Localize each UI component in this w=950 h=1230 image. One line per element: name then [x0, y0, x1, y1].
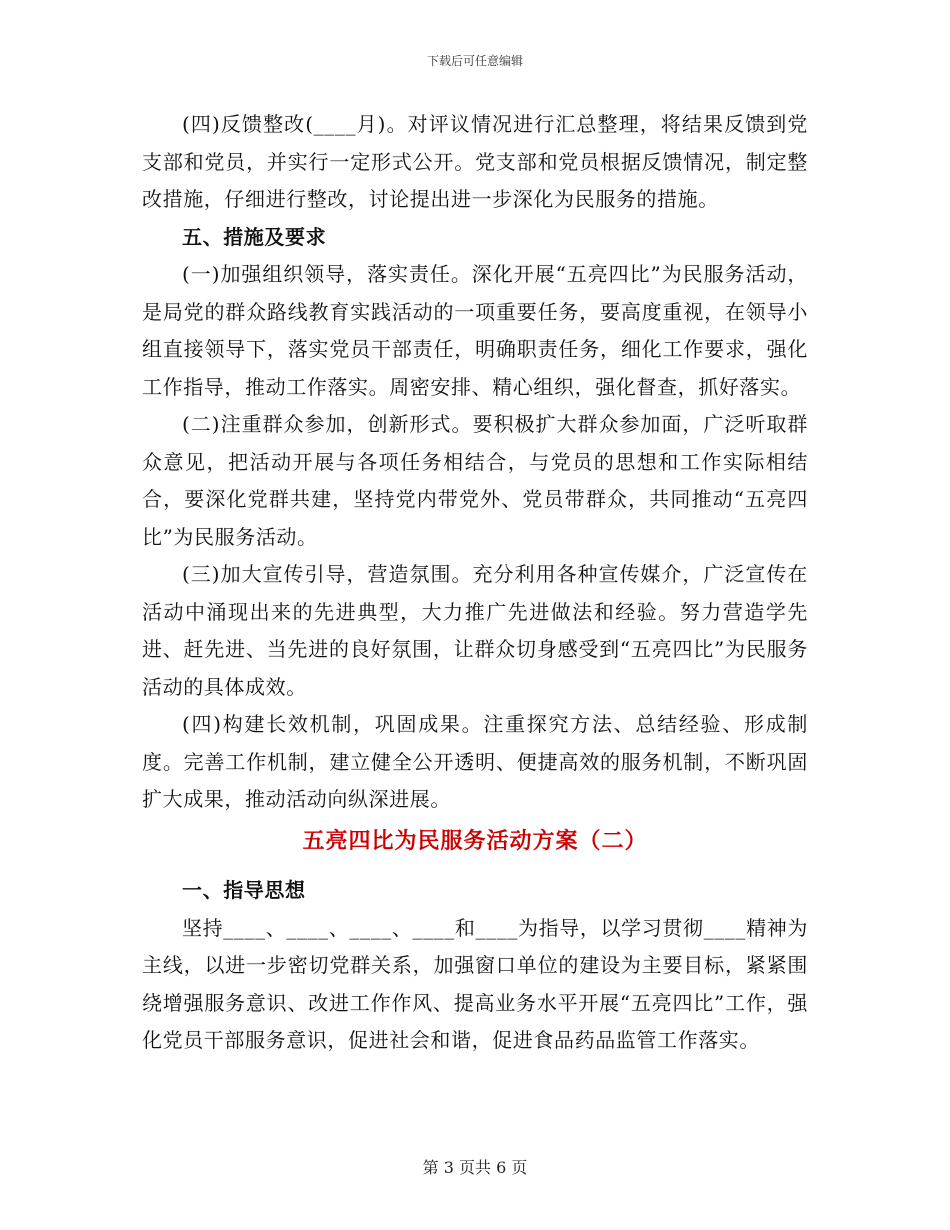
paragraph-public-participation: (二)注重群众参加，创新形式。要积极扩大群众参加面，广泛听取群众意见，把活动开展与各项任务相结合，与党员的思想和工作实际相结合，要深化党群共建，坚持党内带党外、党员带群众，共同推动“五亮四比”为民服务活动。	[142, 412, 808, 549]
page-footer: 第 3 页共 6 页	[422, 1158, 528, 1177]
heading-guiding-ideology: 一、指导思想	[182, 878, 306, 902]
document-body	[142, 106, 808, 1060]
paragraph-guiding-ideology: 坚持____、____、____、____和____为指导，以学习贯彻____精神为主线，以进一步密切党群关系，加强窗口单位的建设为主要目标，紧紧围绕增强服务意识、改进工作作风、提高业务水平开展“五亮四比”工作，强化党员干部服务意识，促进社会和谐，促进食品药品监管工作落实。	[142, 915, 808, 1052]
paragraph-strengthen-leadership: (一)加强组织领导，落实责任。深化开展“五亮四比”为民服务活动，是局党的群众路线教育实践活动的一项重要任务，要高度重视，在领导小组直接领导下，落实党员干部责任，明确职责任务，细化工作要求，强化工作指导，推动工作落实。周密安排、精心组织，强化督查，抓好落实。	[142, 262, 808, 399]
heading-measures-requirements: 五、措施及要求	[182, 224, 327, 249]
section-title-plan-two: 五亮四比为民服务活动方案（二）	[302, 828, 648, 854]
paragraph-publicity-guidance: (三)加大宣传引导，营造氛围。充分利用各种宣传媒介，广泛宣传在活动中涌现出来的先进典型，大力推广先进做法和经验。努力营造学先进、赶先进、当先进的良好氛围，让群众切身感受到“五亮四比”为民服务活动的具体成效。	[142, 562, 808, 699]
paragraph-long-term-mechanism: (四)构建长效机制，巩固成果。注重探究方法、总结经验、形成制度。完善工作机制，建立健全公开透明、便捷高效的服务机制，不断巩固扩大成果，推动活动向纵深进展。	[142, 712, 808, 811]
page-header: 下载后可任意编辑	[426, 54, 523, 68]
paragraph-feedback-rectification: (四)反馈整改(____月)。对评议情况进行汇总整理，将结果反馈到党支部和党员，并实行一定形式公开。党支部和党员根据反馈情况，制定整改措施，仔细进行整改，讨论提出进一步深化为民服务的措施。	[142, 112, 808, 211]
